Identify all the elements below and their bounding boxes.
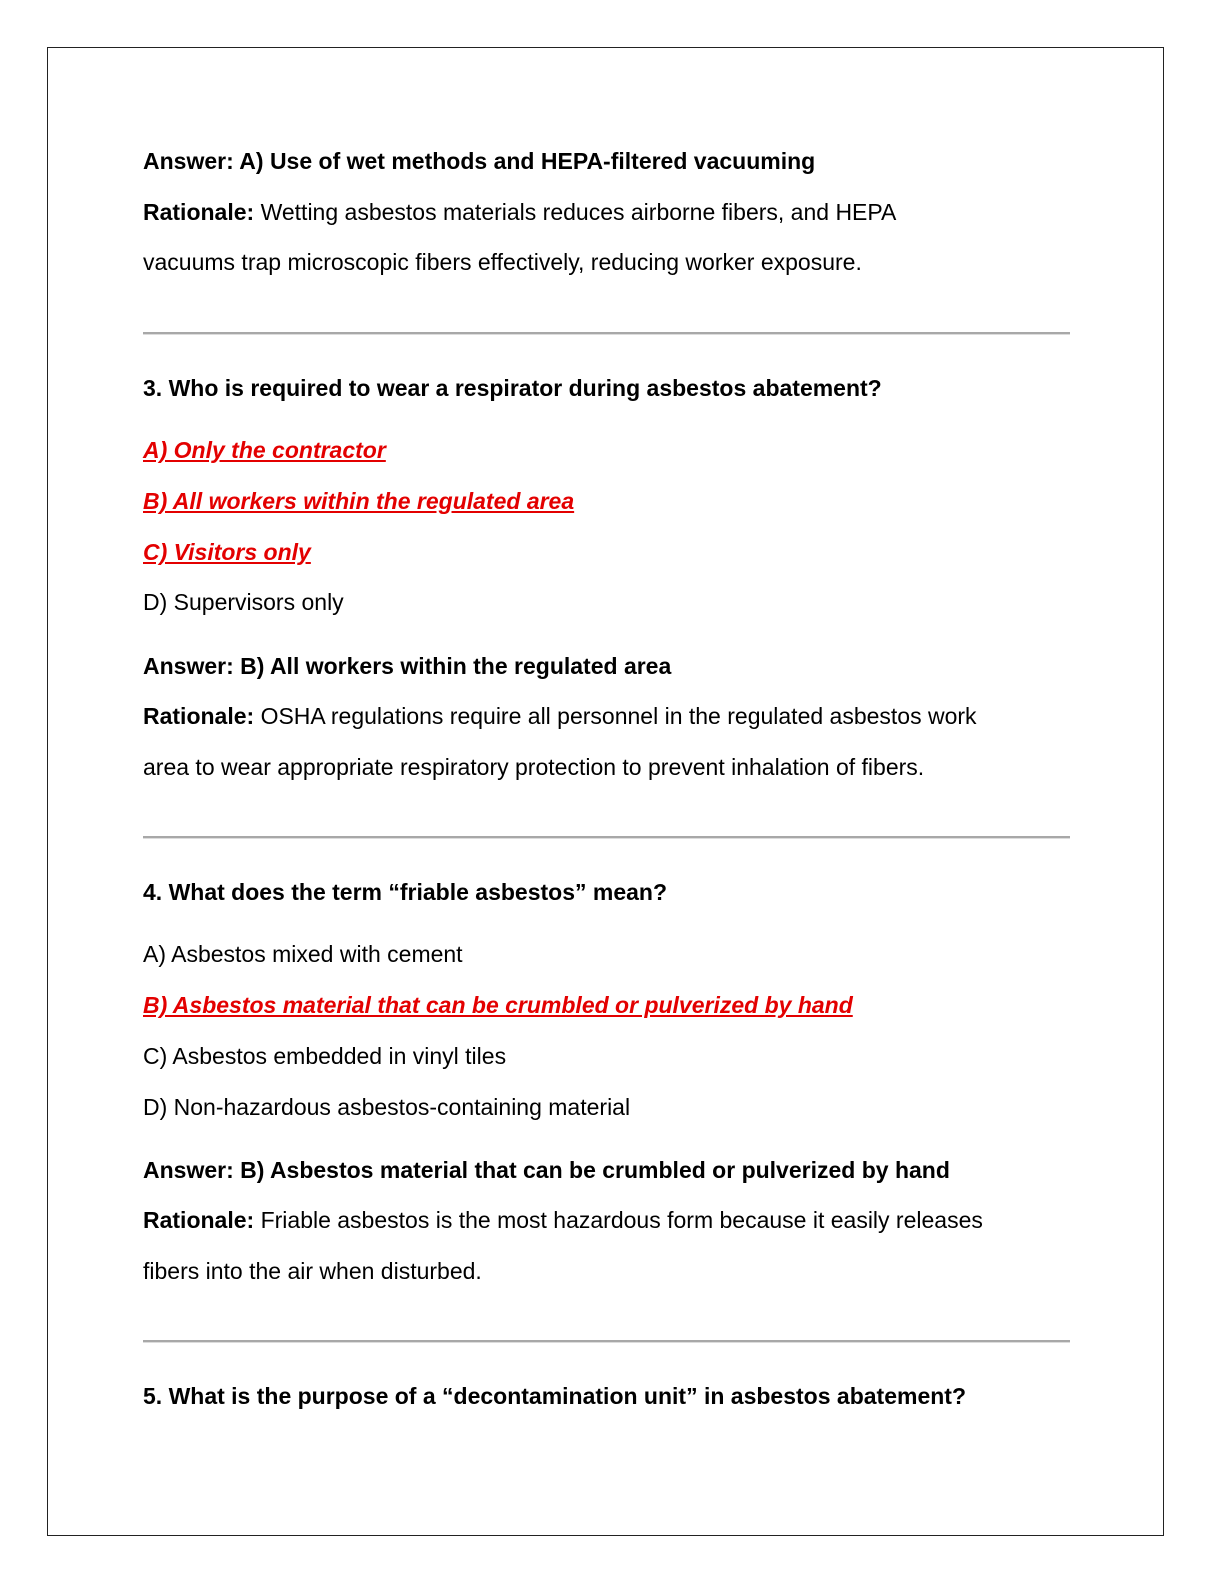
- q4-option-a: A) Asbestos mixed with cement: [143, 941, 463, 967]
- q5-question: 5. What is the purpose of a “decontamination unit” in asbestos abatement?: [143, 1383, 966, 1409]
- q4-rationale-line2: fibers into the air when disturbed.: [143, 1258, 482, 1284]
- section-divider: [143, 836, 1070, 838]
- q4-answer: Answer: B) Asbestos material that can be crumbled or pulverized by hand: [143, 1157, 950, 1183]
- q3-option-b: B) All workers within the regulated area: [143, 488, 575, 514]
- q3-option-c: C) Visitors only: [143, 539, 311, 565]
- q4-rationale-line1: [143, 1205, 983, 1235]
- q2-rationale-line1: [143, 197, 896, 227]
- q2-rationale-line2: vacuums trap microscopic fibers effectively, reducing worker exposure.: [143, 249, 862, 275]
- rationale-text: Wetting asbestos materials reduces airborne fibers, and HEPA: [254, 199, 897, 225]
- q4-option-d: D) Non-hazardous asbestos-containing material: [143, 1094, 631, 1120]
- section-divider: [143, 332, 1070, 334]
- q2-answer: Answer: A) Use of wet methods and HEPA-filtered vacuuming: [143, 148, 816, 174]
- q4-option-b: B) Asbestos material that can be crumbled or pulverized by hand: [143, 992, 853, 1018]
- section-divider: [143, 1340, 1070, 1342]
- rationale-label: Rationale:: [143, 1207, 255, 1233]
- q3-rationale-line2: area to wear appropriate respiratory protection to prevent inhalation of fibers.: [143, 754, 925, 780]
- q3-question: 3. Who is required to wear a respirator during asbestos abatement?: [143, 375, 882, 401]
- q3-option-a: A) Only the contractor: [143, 437, 386, 463]
- q4-question: 4. What does the term “friable asbestos” mean?: [143, 879, 668, 905]
- rationale-text: OSHA regulations require all personnel in the regulated asbestos work: [254, 703, 977, 729]
- rationale-text: Friable asbestos is the most hazardous form because it easily releases: [254, 1207, 983, 1233]
- q3-rationale-line1: [143, 701, 977, 731]
- q3-option-d: D) Supervisors only: [143, 589, 344, 615]
- q4-option-c: C) Asbestos embedded in vinyl tiles: [143, 1043, 507, 1069]
- rationale-label: Rationale:: [143, 199, 255, 225]
- q3-answer: Answer: B) All workers within the regulated area: [143, 653, 672, 679]
- rationale-label: Rationale:: [143, 703, 255, 729]
